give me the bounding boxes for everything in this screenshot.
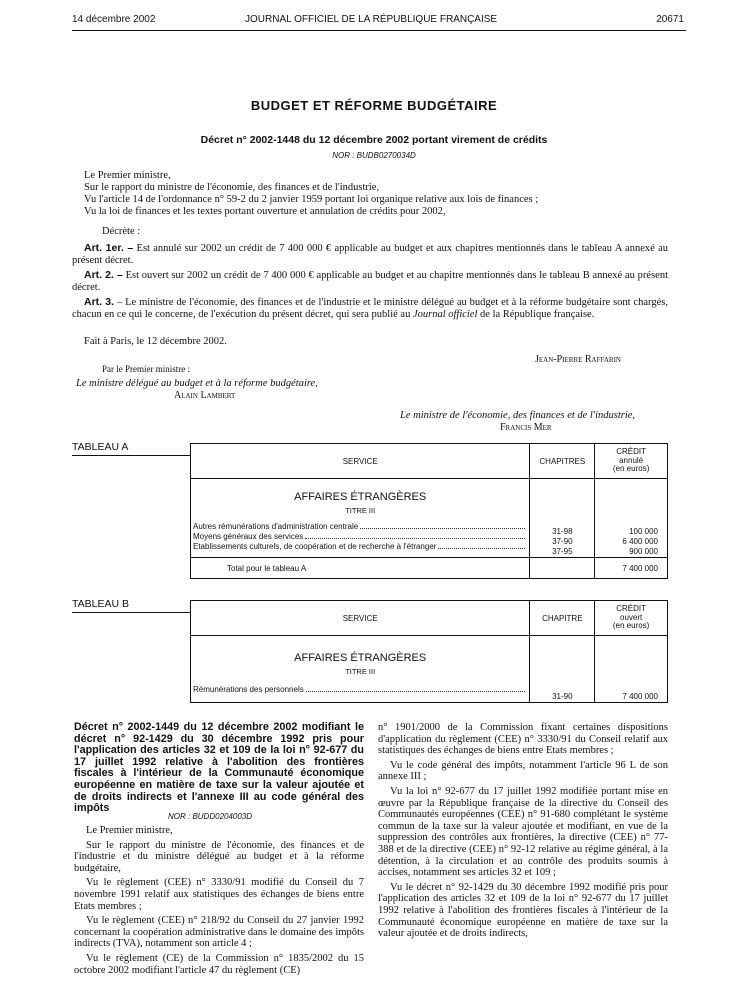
decree2-left-para-2: Sur le rapport du ministre de l'économie, des finances et de l'industrie et du ministre délégué au budget et à la réforme budgétaire, bbox=[74, 839, 364, 874]
tableau-b-col-service: SERVICE bbox=[191, 601, 530, 636]
minister-eco: Le ministre de l'économie, des finances et de l'industrie, bbox=[400, 410, 636, 421]
tableau-a-row-3 bbox=[193, 542, 527, 552]
minister-budget: Le ministre délégué au budget et à la réforme budgétaire, bbox=[76, 378, 318, 389]
signer-pm: Jean-Pierre Raffarin bbox=[535, 354, 621, 365]
decree1-article-3 bbox=[72, 297, 668, 320]
tableau-a-total: 7 400 000 bbox=[595, 558, 668, 579]
header-journal: JOURNAL OFFICIEL DE LA RÉPUBLIQUE FRANÇAISE bbox=[245, 14, 498, 25]
decree2-right-para-1: n° 1901/2000 de la Commission fixant certaines dispositions d'application du règlement (CEE) n° 3330/91 du Conseil relatif aux statistiques des échanges de biens entre Etats membres ; bbox=[378, 722, 668, 757]
tableau-a-row-3-credit: 900 000 bbox=[629, 547, 658, 556]
tableau-a-label: TABLEAU A bbox=[72, 441, 129, 453]
tableau-a-credit-cell bbox=[595, 479, 668, 558]
tableau-a-row-3-chapitre: 37-95 bbox=[552, 547, 573, 556]
tableau-b-service-cell bbox=[191, 636, 530, 703]
decree2-left-para-4: Vu le règlement (CEE) n° 218/92 du Conseil du 27 janvier 1992 concernant la coopération administrative dans le domaine des impôts indirects (TVA), notamment son article 4 ; bbox=[74, 915, 364, 950]
decree2-left-para-1: Le Premier ministre, bbox=[86, 825, 173, 836]
tableau-a-ministry: AFFAIRES ÉTRANGÈRES bbox=[294, 491, 427, 503]
decree1-fait: Fait à Paris, le 12 décembre 2002. bbox=[84, 336, 227, 347]
signer-budget: Alain Lambert bbox=[174, 390, 236, 401]
art2-text: Est ouvert sur 2002 un crédit de 7 400 000 € applicable au budget et au chapitre mentionnés dans le tableau B annexé au présent décret. bbox=[72, 270, 668, 293]
art1-text: Est annulé sur 2002 un crédit de 7 400 000 € applicable au budget et aux chapitres mentionnés dans le tableau A annexé au présent décret. bbox=[72, 243, 669, 266]
tableau-b-col-credit bbox=[595, 601, 668, 636]
tableau-a-row-1-service: Autres rémunérations d'administration centrale bbox=[193, 522, 359, 531]
tableau-a-col-credit-1: CRÉDIT bbox=[616, 447, 647, 457]
tableau-a-rule bbox=[72, 455, 190, 456]
art3-journal: Journal officiel bbox=[412, 308, 478, 320]
tableau-b-ministry: AFFAIRES ÉTRANGÈRES bbox=[294, 652, 427, 664]
tableau-b-row-1-chapitre: 31-90 bbox=[552, 692, 573, 701]
art3-text-a: – Le ministre de l'économie, des finances et de l'industrie et le ministre délégué au budget et à la réforme budgétaire sont chargés, chacun en ce qui le concerne, de l'exécution du présent décret, qui sera publié au bbox=[72, 297, 668, 320]
decree1-decrete: Décrète : bbox=[102, 226, 141, 237]
decree2-right-para-2: Vu le code général des impôts, notamment l'article 96 L de son annexe III ; bbox=[378, 759, 668, 783]
decree2-left-para-3: Vu le règlement (CEE) n° 3330/91 modifié du Conseil du 7 novembre 1991 relatif aux statistiques des échanges de biens entre Etats membres ; bbox=[74, 877, 364, 912]
tableau-a-col-chapitres: CHAPITRES bbox=[530, 444, 595, 479]
tableau-a-titre: TITRE III bbox=[345, 506, 376, 515]
art1-label: Art. 1er. – bbox=[84, 242, 134, 254]
tableau-b-credit-cell bbox=[595, 636, 668, 703]
decree2-left-para-5: Vu le règlement (CE) de la Commission n° 1835/2002 du 15 octobre 2002 modifiant l'article 47 du règlement (CE) bbox=[74, 952, 364, 976]
tableau-a-row-3-service: Etablissements culturels, de coopération et de recherche à l'étranger bbox=[193, 542, 437, 551]
par-pm: Par le Premier ministre : bbox=[102, 364, 190, 374]
tableau-a-row-2 bbox=[193, 532, 527, 542]
tableau-a-total-empty bbox=[530, 558, 595, 579]
tableau-b-col-chapitre: CHAPITRE bbox=[530, 601, 595, 636]
tableau-a-row-1 bbox=[193, 522, 527, 532]
decree2-title: Décret n° 2002-1449 du 12 décembre 2002 modifiant le décret n° 92-1429 du 30 décembre 1992 pris pour l'application des articles 32 et 109 de la loi n° 92-677 du 17 juillet 1992 relative à l'abolition des frontières fiscales à l'intérieur de la Communauté économique européenne en matière de taxe sur la valeur ajoutée et de droits indirects et l'annexe III au code général des impôts bbox=[74, 721, 364, 815]
tableau-b-titre: TITRE III bbox=[345, 667, 376, 676]
tableau-a-row-2-chapitre: 37-90 bbox=[552, 537, 573, 546]
tableau-b-label: TABLEAU B bbox=[72, 598, 129, 610]
decree1-preamble-3: Vu l'article 14 de l'ordonnance n° 59-2 du 2 janvier 1959 portant loi organique relative aux lois de finances ; bbox=[84, 194, 539, 205]
art3-label: Art. 3. bbox=[84, 296, 115, 308]
decree2-left-column bbox=[74, 825, 364, 979]
header-page-number: 20671 bbox=[656, 14, 684, 25]
tableau-a-col-service: SERVICE bbox=[191, 444, 530, 479]
tableau-b-col-credit-3: (en euros) bbox=[612, 621, 650, 631]
tableau-a-row-1-credit: 100 000 bbox=[629, 527, 658, 536]
tableau-a bbox=[190, 443, 668, 579]
tableau-b-rule bbox=[72, 612, 190, 613]
tableau-a-total-label: Total pour le tableau A bbox=[191, 558, 530, 579]
tableau-b-col-credit-1: CRÉDIT bbox=[616, 604, 646, 614]
decree1-article-1 bbox=[72, 243, 668, 266]
tableau-a-chapitres-cell bbox=[530, 479, 595, 558]
decree1-article-2 bbox=[72, 270, 668, 293]
decree1-title: Décret n° 2002-1448 du 12 décembre 2002 portant virement de crédits bbox=[200, 134, 548, 146]
tableau-b-chapitre-cell bbox=[530, 636, 595, 703]
tableau-b-col-credit-2: ouvert bbox=[620, 612, 643, 622]
decree2-right-para-3: Vu la loi n° 92-677 du 17 juillet 1992 modifiée portant mise en œuvre par la République française de la directive du Conseil des Communautés européennes (CEE) n° 91-680 complétant le système commun de la taxe sur la valeur ajoutée et modifiant, en vue de la suppression des contrôles aux frontières, la directive (CEE) n° 77-388 et de la directive (CEE) n° 92-12 relative au régime général, à la détention, à la circulation et au contrôle des produits soumis à accises, notamment ses articles 32 et 109 ; bbox=[378, 785, 668, 879]
leader-dots bbox=[306, 685, 526, 692]
tableau-a-col-credit-2: annulé bbox=[619, 455, 644, 465]
tableau-a-col-credit bbox=[595, 444, 668, 479]
decree1-preamble-2: Sur le rapport du ministre de l'économie, des finances et de l'industrie, bbox=[84, 182, 380, 193]
tableau-b-row-1 bbox=[193, 685, 527, 695]
tableau-a-row-1-chapitre: 31-98 bbox=[552, 527, 573, 536]
tableau-a-row-2-service: Moyens généraux des services bbox=[193, 532, 304, 541]
leader-dots bbox=[360, 522, 525, 529]
leader-dots bbox=[305, 532, 525, 539]
header-rule bbox=[72, 30, 686, 31]
decree1-preamble-1: Le Premier ministre, bbox=[84, 170, 171, 181]
art3-text-b: de la République française. bbox=[477, 308, 595, 320]
tableau-b-row-1-credit: 7 400 000 bbox=[622, 692, 658, 701]
decree2-right-para-4: Vu le décret n° 92-1429 du 30 décembre 1992 modifié pris pour l'application des articles 32 et 109 de la loi n° 92-677 du 17 juillet 1992 relative à l'abolition des frontières fiscales à l'intérieur de la Communauté économique européenne en matière de taxe sur la valeur ajoutée et de droits indirects, bbox=[378, 881, 668, 940]
decree2-nor: NOR : BUDD0204003D bbox=[168, 812, 253, 821]
art2-label: Art. 2. – bbox=[84, 269, 123, 281]
header-date: 14 décembre 2002 bbox=[72, 14, 156, 25]
tableau-a-row-2-credit: 6 400 000 bbox=[622, 537, 658, 546]
tableau-a-col-credit-3: (en euros) bbox=[612, 464, 650, 474]
decree2-right-column bbox=[378, 722, 668, 943]
signer-eco: Francis Mer bbox=[500, 422, 552, 433]
tableau-b bbox=[190, 600, 668, 703]
section-title: BUDGET ET RÉFORME BUDGÉTAIRE bbox=[250, 98, 498, 113]
tableau-a-service-cell bbox=[191, 479, 530, 558]
decree1-preamble-4: Vu la loi de finances et les textes portant ouverture et annulation de crédits pour 2002, bbox=[84, 206, 446, 217]
tableau-b-row-1-service: Rémunérations des personnels bbox=[193, 685, 304, 694]
leader-dots bbox=[438, 542, 525, 549]
decree1-nor: NOR : BUDB0270034D bbox=[332, 151, 416, 160]
